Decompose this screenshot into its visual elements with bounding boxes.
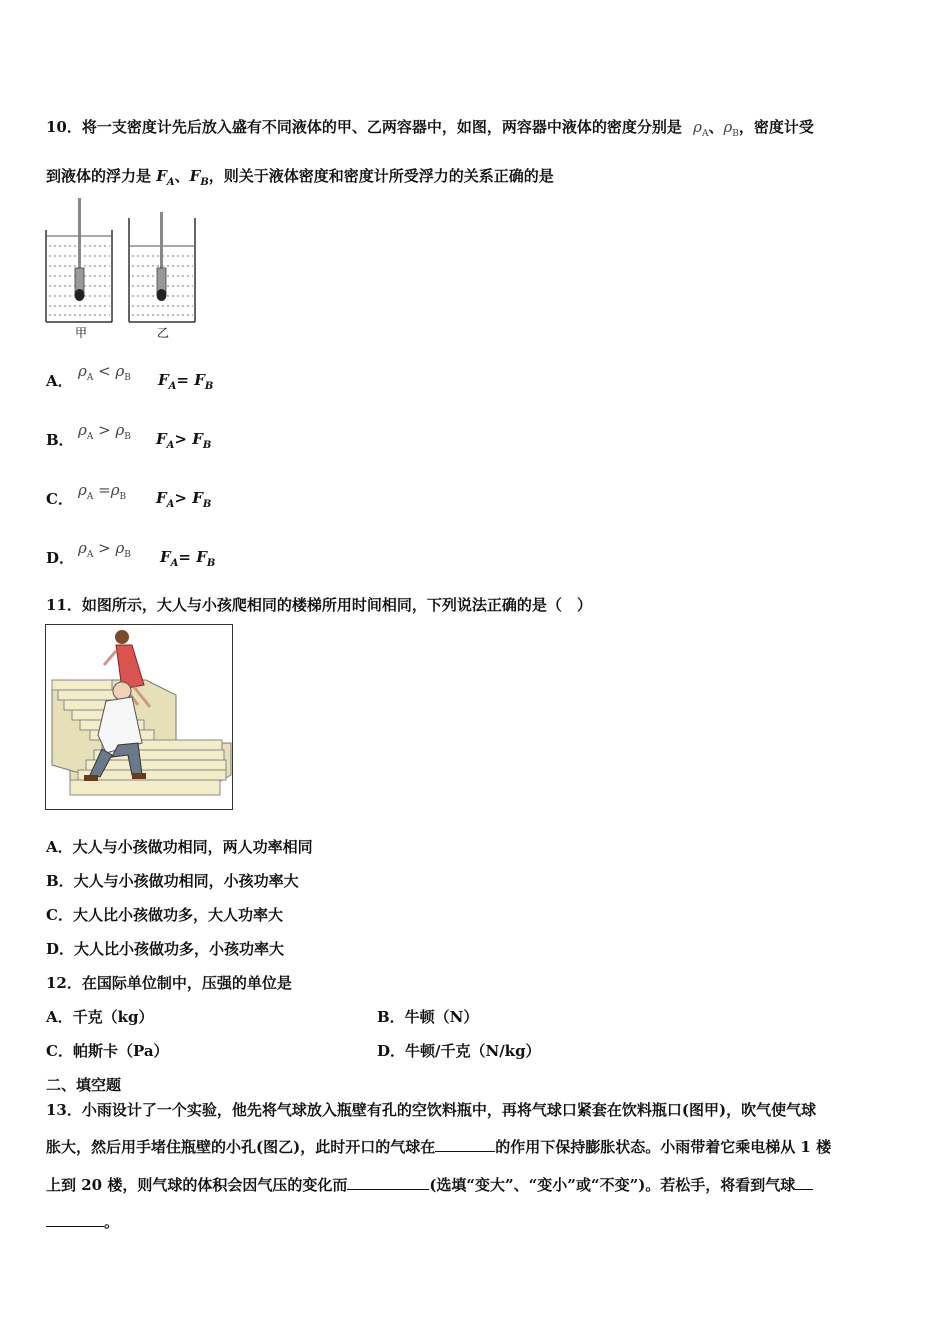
force-fb: $F_B$ bbox=[189, 167, 209, 188]
q10-option-d-rho: $\rho_A > \rho_B$ bbox=[78, 539, 131, 560]
q10-text2-end: ，则关于液体密度和密度计所受浮力的关系正确的是 bbox=[208, 167, 554, 185]
q10-line1 bbox=[46, 116, 814, 139]
q11-option-c[interactable]: C．大人比小孩做功多，大人功率大 bbox=[46, 906, 283, 924]
q10-option-b-rho: $\rho_A > \rho_B$ bbox=[78, 421, 131, 442]
rho-a-symbol: $\rho_A$ bbox=[693, 118, 709, 139]
q10-option-a-rho: $\rho_A < \rho_B$ bbox=[78, 362, 131, 383]
q13-line3: 上到 20 楼，则气球的体积会因气压的变化而 (选填“变大”、“变小”或“不变”)。若松手，将看到气球 bbox=[46, 1174, 813, 1195]
container-b bbox=[129, 212, 195, 322]
force-fa: $F_A$ bbox=[156, 167, 175, 188]
q10-line2 bbox=[46, 165, 554, 188]
hydrometer-diagram bbox=[44, 196, 204, 338]
q13-line2: 胀大，然后用手堵住瓶壁的小孔(图乙)，此时开口的气球在 的作用下保持膨胀状态。小雨带着它乘电梯从 1 楼 bbox=[46, 1138, 832, 1156]
answer-blank-2[interactable] bbox=[347, 1175, 429, 1190]
rho-b-symbol: $\rho_B$ bbox=[723, 118, 739, 139]
q12-option-c[interactable]: C．帕斯卡（Pa） bbox=[46, 1042, 169, 1060]
stairs-illustration bbox=[46, 625, 232, 809]
q12-option-b[interactable]: B．牛顿（N） bbox=[377, 1008, 479, 1026]
q10-option-a-force: $F_A= F_B$ bbox=[158, 371, 214, 392]
answer-blank-3-end[interactable] bbox=[46, 1212, 104, 1227]
q10-option-c-rho: $\rho_A =\rho_B$ bbox=[78, 481, 127, 502]
q10-text1: 10．将一支密度计先后放入盛有不同液体的甲、乙两容器中，如图，两容器中液体的密度分别是 bbox=[46, 118, 682, 136]
q10-text2-prefix: 到液体的浮力是 bbox=[46, 167, 157, 185]
q10-option-b-force: $F_A> F_B$ bbox=[156, 430, 212, 451]
q10-option-c[interactable]: C． bbox=[46, 490, 73, 508]
container-a bbox=[46, 198, 112, 322]
q12-text: 12．在国际单位制中，压强的单位是 bbox=[46, 974, 292, 992]
answer-blank-1[interactable] bbox=[435, 1137, 495, 1152]
q13-line1: 13．小雨设计了一个实验，他先将气球放入瓶壁有孔的空饮料瓶中，再将气球口紧套在饮料瓶口(图甲)，吹气使气球 bbox=[46, 1101, 817, 1119]
section-heading: 二、填空题 bbox=[46, 1076, 122, 1094]
q10-option-b[interactable]: B． bbox=[46, 431, 74, 449]
q11-option-d[interactable]: D．大人比小孩做功多，小孩功率大 bbox=[46, 940, 285, 958]
hydrometer-figure bbox=[44, 196, 204, 338]
q13-line4: 。 bbox=[46, 1211, 119, 1232]
q10-separator: 、 bbox=[708, 118, 724, 136]
label-yi: 乙 bbox=[157, 326, 170, 340]
answer-blank-3-start[interactable] bbox=[795, 1175, 813, 1190]
q10-option-d[interactable]: D． bbox=[46, 549, 75, 567]
stairs-figure bbox=[45, 624, 233, 810]
q10-text2-mid: 、 bbox=[174, 167, 190, 185]
q10-option-a[interactable]: A． bbox=[46, 372, 73, 390]
q11-option-b[interactable]: B．大人与小孩做功相同，小孩功率大 bbox=[46, 872, 299, 890]
label-jia: 甲 bbox=[75, 326, 88, 340]
q12-option-d[interactable]: D．牛顿/千克（N/kg） bbox=[377, 1042, 541, 1060]
q10-option-c-force: $F_A> F_B$ bbox=[156, 489, 212, 510]
q10-text1-end: ，密度计受 bbox=[738, 118, 814, 136]
q12-option-a[interactable]: A．千克（kg） bbox=[46, 1008, 154, 1026]
q11-text: 11．如图所示，大人与小孩爬相同的楼梯所用时间相同，下列说法正确的是（ ） bbox=[46, 596, 592, 614]
q11-option-a[interactable]: A．大人与小孩做功相同，两人功率相同 bbox=[46, 838, 313, 856]
q10-option-d-force: $F_A= F_B$ bbox=[160, 548, 216, 569]
